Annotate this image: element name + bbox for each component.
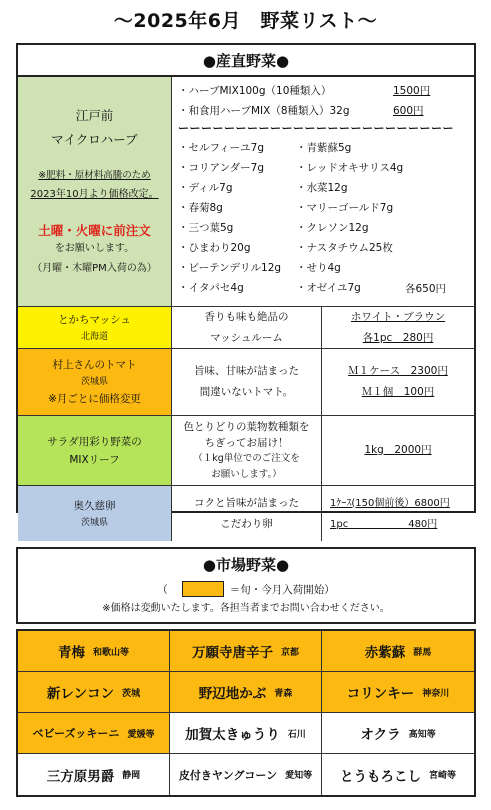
price-revision-note-2: 2023年10月より価格改定。 — [30, 189, 159, 200]
product-desc-cell — [172, 486, 322, 541]
herb-grid — [178, 138, 468, 298]
herb-mix-line — [178, 100, 468, 120]
vegetable-region: 神奈川 — [422, 688, 450, 699]
market-vegetable-cell — [170, 754, 322, 795]
herb-item: ・セルフィーユ7g — [178, 142, 265, 154]
vegetable-region: 京都 — [280, 647, 299, 658]
product-desc-line: ちぎってお届け！ — [204, 436, 289, 449]
vegetable-name: 三方原男爵 — [46, 768, 115, 785]
product-price-line: 1pc 480円 — [330, 518, 438, 530]
vegetable-name: 皮付きヤングコーン — [178, 768, 278, 782]
arrival-days-note: （月曜・木曜PM入荷の為） — [32, 263, 157, 274]
vegetable-region: 愛知等 — [285, 771, 313, 781]
herb-mix-label: ・ハーブMIX100g（10種類入） — [178, 84, 332, 97]
herb-item: ・イタパセ4g — [178, 282, 244, 294]
herb-item: ・水菜12g — [296, 182, 348, 194]
vegetable-name: ベビーズッキーニ — [32, 727, 120, 740]
herb-item: ・コリアンダー7g — [178, 162, 265, 174]
product-name-cell — [18, 416, 172, 485]
order-request-text: をお願いします。 — [54, 243, 135, 254]
vegetable-name: 青梅 — [57, 645, 85, 661]
herb-item: ・ディル7g — [178, 182, 233, 194]
product-desc-line: 旨味、甘味が詰まった — [194, 365, 299, 377]
herb-item: ・春菊8g — [178, 202, 223, 214]
market-vegetable-cell — [170, 672, 322, 713]
product-name: とかちマッシュ — [58, 313, 131, 326]
vegetable-name: 新レンコン — [46, 686, 115, 702]
vegetable-region: 群馬 — [413, 647, 432, 658]
market-vegetable-cell — [322, 672, 474, 713]
product-origin: 茨城県 — [80, 377, 108, 387]
product-price-change-note: ※月ごとに価格変更 — [48, 393, 141, 405]
product-desc-line: マッシュルーム — [210, 331, 283, 344]
product-price-line: 1kg 2000円 — [364, 444, 432, 456]
product-name-line2: MIXリーフ — [69, 453, 120, 466]
price-revision-note-1: ※肥料・原材料高騰のため — [38, 170, 151, 181]
herb-item: ・ひまわり20g — [178, 242, 251, 254]
product-desc-cell — [172, 416, 322, 485]
product-price-line: Ｍ１個 100円 — [361, 386, 435, 398]
market-vegetable-cell — [322, 713, 474, 754]
product-name-cell — [18, 307, 172, 348]
product-origin: 茨城県 — [80, 517, 108, 528]
product-price-line: ホワイト・ブラウン — [350, 310, 446, 323]
vegetable-region: 青森 — [274, 688, 293, 699]
vegetable-region: 愛媛等 — [127, 729, 155, 740]
product-price-cell — [322, 416, 474, 485]
herb-mix-line — [178, 80, 468, 100]
herb-item: ・マリーゴールド7g — [296, 202, 394, 214]
product-price-line: 各1pc 280円 — [362, 331, 434, 344]
product-desc-line: お願いします。） — [211, 468, 282, 480]
herb-item: ・せり4g — [296, 262, 341, 274]
page-title: ～2025年6月 野菜リスト～ — [113, 10, 378, 32]
product-name: 村上さんのトマト — [52, 359, 137, 371]
dashed-divider: ーーーーーーーーーーーーーーーーーーーーーーーー — [178, 122, 454, 135]
product-name: 奥久慈卵 — [73, 499, 116, 512]
market-vegetables-header-box — [16, 547, 476, 624]
vegetable-region: 静岡 — [122, 771, 141, 781]
direct-section-header: ●産直野菜● — [18, 45, 474, 77]
vegetable-name: オクラ — [360, 727, 401, 743]
herb-item: ・三つ葉5g — [178, 222, 234, 234]
seasonal-legend — [18, 579, 474, 599]
product-name: サラダ用彩り野菜の — [47, 435, 142, 448]
product-name-cell — [18, 486, 172, 541]
product-desc-line: こだわり卵 — [220, 517, 273, 530]
seasonal-color-swatch — [182, 581, 224, 597]
market-vegetable-cell — [18, 631, 170, 672]
market-vegetable-cell — [170, 631, 322, 672]
market-vegetable-cell — [170, 713, 322, 754]
microherb-name-line1: 江戸前 — [75, 108, 114, 123]
product-desc-line: （１kg単位でのご注文を — [193, 452, 300, 464]
herb-list — [172, 77, 474, 306]
market-vegetables-grid — [16, 629, 476, 797]
microherb-row — [18, 77, 474, 307]
product-name-cell — [18, 349, 172, 415]
market-vegetable-cell — [18, 713, 170, 754]
product-desc-line: 色とりどりの葉物数種類を — [183, 420, 310, 433]
vegetable-region: 宮崎等 — [428, 771, 456, 781]
product-origin: 北海道 — [80, 331, 108, 342]
washoku-herb-mix-price: 600円 — [393, 104, 424, 117]
vegetable-name: 加賀太きゅうり — [185, 727, 280, 743]
direct-vegetables-section — [16, 43, 476, 530]
product-price-cell — [322, 307, 474, 348]
herb-item: ・青紫蘇5g — [296, 142, 352, 154]
vegetable-region: 高知等 — [408, 729, 436, 740]
herb-unit-price: 各650円 — [404, 282, 446, 295]
microherb-label-cell — [18, 77, 172, 306]
microherb-name-line2: マイクロハーブ — [51, 132, 138, 147]
order-deadline-notice: 土曜・火曜に前注文 — [38, 223, 151, 238]
legend-open-paren: （ — [157, 583, 168, 596]
herb-item: ・クレソン12g — [296, 222, 369, 234]
product-desc-line: 間違いないトマト。 — [199, 386, 294, 398]
product-price-line: 1ｹｰｽ(150個前後）6800円 — [330, 497, 450, 509]
market-vegetable-cell — [322, 631, 474, 672]
vegetable-name: 野辺地かぶ — [198, 686, 267, 702]
product-price-cell — [322, 349, 474, 415]
product-price-cell — [322, 486, 474, 541]
washoku-herb-mix-label: ・和食用ハーブMIX（8種類入）32g — [178, 104, 350, 117]
product-desc-line: 香りも味も絶品の — [204, 310, 289, 323]
vegetable-name: とうもろこし — [339, 768, 421, 785]
herb-mix-price: 1500円 — [393, 84, 431, 97]
product-row — [18, 416, 474, 486]
vegetable-region: 茨城 — [122, 688, 141, 699]
product-price-line: Ｍ１ケース 2300円 — [348, 365, 448, 377]
price-notice: ※価格は変動いたします。各担当者までお問い合わせください。 — [102, 603, 390, 614]
product-row — [18, 307, 474, 349]
vegetable-name: コリンキー — [346, 686, 415, 702]
product-row — [18, 349, 474, 416]
market-vegetable-cell — [18, 672, 170, 713]
herb-item: ・レッドオキサリス4g — [296, 162, 404, 174]
product-desc-line: コクと旨味が詰まった — [194, 496, 299, 509]
vegetable-name: 万願寺唐辛子 — [191, 645, 273, 661]
herb-item: ・ビーテンデリル12g — [178, 262, 282, 274]
herb-item: ・オゼイユ7g — [296, 282, 361, 294]
market-vegetable-cell — [18, 754, 170, 795]
vegetable-name: 赤紫蘇 — [364, 645, 406, 661]
vegetable-region: 和歌山等 — [92, 647, 129, 658]
market-vegetable-cell — [322, 754, 474, 795]
market-section-header: ●市場野菜● — [202, 555, 290, 574]
vegetable-region: 石川 — [287, 729, 306, 740]
product-desc-cell — [172, 349, 322, 415]
legend-text: ＝旬・今月入荷開始） — [229, 583, 335, 596]
herb-item: ・ナスタチウム25枚 — [296, 242, 393, 254]
product-desc-cell — [172, 307, 322, 348]
product-row — [18, 486, 474, 541]
